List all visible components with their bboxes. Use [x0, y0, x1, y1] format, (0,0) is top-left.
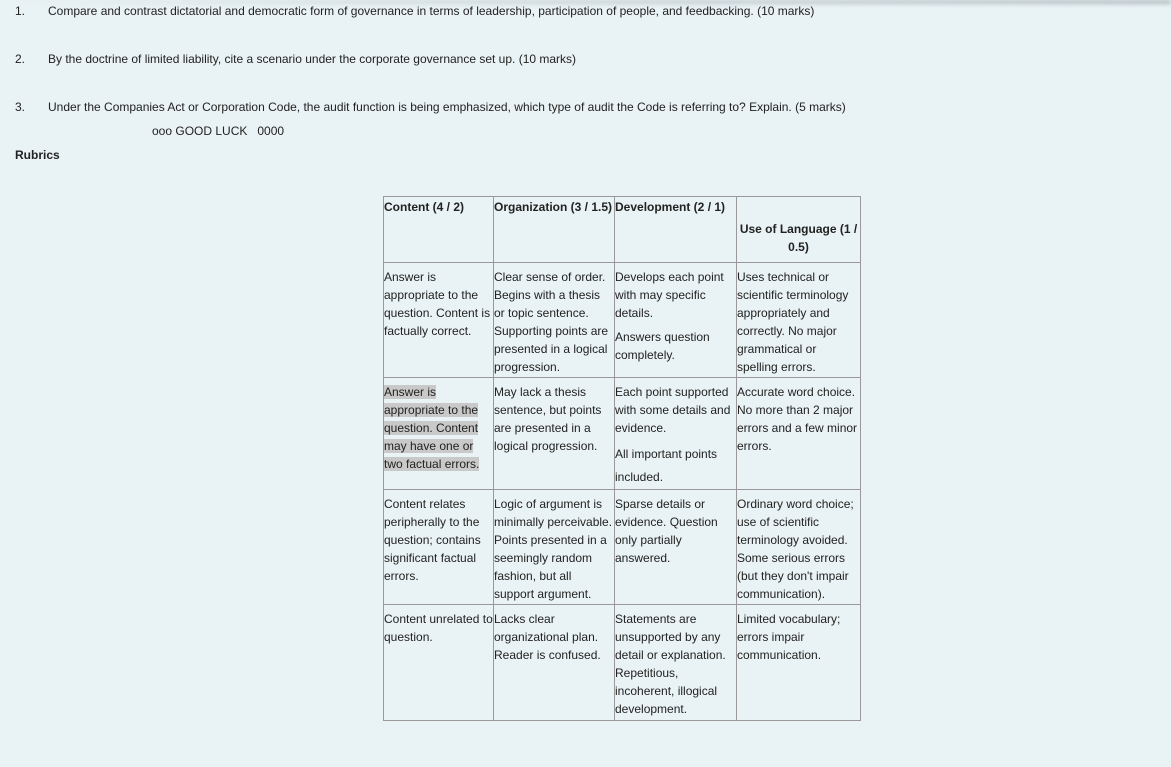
- cell-organization: Lacks clear organizational plan. Reader is confused.: [494, 605, 615, 721]
- cell-language: Limited vocabulary; errors impair communication.: [737, 605, 861, 721]
- question-number: 1.: [15, 4, 26, 18]
- question-3: [0, 98, 1171, 116]
- question-text: Under the Companies Act or Corporation Code, the audit function is being emphasized, which type of audit the Code is referring to? Explain. (5 marks): [48, 100, 846, 114]
- closing-message: ooo GOOD LUCK 0000: [152, 124, 285, 138]
- rubric-header-row: [384, 197, 861, 263]
- cell-language: Uses technical or scientific terminology appropriately and correctly. No major grammatical or spelling errors.: [737, 263, 861, 378]
- cell-language: Accurate word choice. No more than 2 major errors and a few minor errors.: [737, 378, 861, 490]
- development-text: Answers question completely.: [615, 330, 710, 362]
- cell-organization: Clear sense of order. Begins with a thesis or topic sentence. Supporting points are presented in a logical progression.: [494, 263, 615, 378]
- question-text: Compare and contrast dictatorial and democratic form of governance in terms of leadership, participation of people, and feedbacking. (10 marks): [48, 4, 815, 18]
- cell-organization: Logic of argument is minimally perceivable. Points presented in a seemingly random fashion, but all support argument.: [494, 490, 615, 605]
- development-text: Develops each point with may specific details.: [615, 270, 724, 320]
- cell-organization: May lack a thesis sentence, but points are presented in a logical progression.: [494, 378, 615, 490]
- table-row: [384, 605, 861, 721]
- cell-development: [615, 263, 737, 378]
- header-development: Development (2 / 1): [615, 197, 737, 263]
- question-number: 3.: [15, 100, 26, 114]
- cell-content: Content relates peripherally to the question; contains significant factual errors.: [384, 490, 494, 605]
- cell-content: [384, 378, 494, 490]
- header-organization: Organization (3 / 1.5): [494, 197, 615, 263]
- highlighted-text: Answer is appropriate to the question. Content may have one or two factual errors.: [384, 385, 480, 471]
- cell-development: [615, 378, 737, 490]
- cell-content: Answer is appropriate to the question. Content is factually correct.: [384, 263, 494, 378]
- cell-language: Ordinary word choice; use of scientific terminology avoided. Some serious errors (but they don't impair communication).: [737, 490, 861, 605]
- cell-content: Content unrelated to question.: [384, 605, 494, 721]
- header-language: Use of Language (1 / 0.5): [737, 197, 861, 263]
- development-text: All important points included.: [615, 447, 718, 484]
- rubrics-heading: Rubrics: [15, 148, 60, 162]
- question-number: 2.: [15, 52, 26, 66]
- table-row: [384, 490, 861, 605]
- rubric-table: [383, 196, 861, 721]
- table-row: [384, 378, 861, 490]
- cell-development: Statements are unsupported by any detail or explanation. Repetitious, incoherent, illogical development.: [615, 605, 737, 721]
- cell-development: Sparse details or evidence. Question only partially answered.: [615, 490, 737, 605]
- development-text: Each point supported with some details and evidence.: [615, 385, 731, 435]
- question-2: [0, 50, 1171, 68]
- question-text: By the doctrine of limited liability, cite a scenario under the corporate governance set up. (10 marks): [48, 52, 577, 66]
- table-row: [384, 263, 861, 378]
- header-content: Content (4 / 2): [384, 197, 494, 263]
- question-1: [0, 2, 1171, 20]
